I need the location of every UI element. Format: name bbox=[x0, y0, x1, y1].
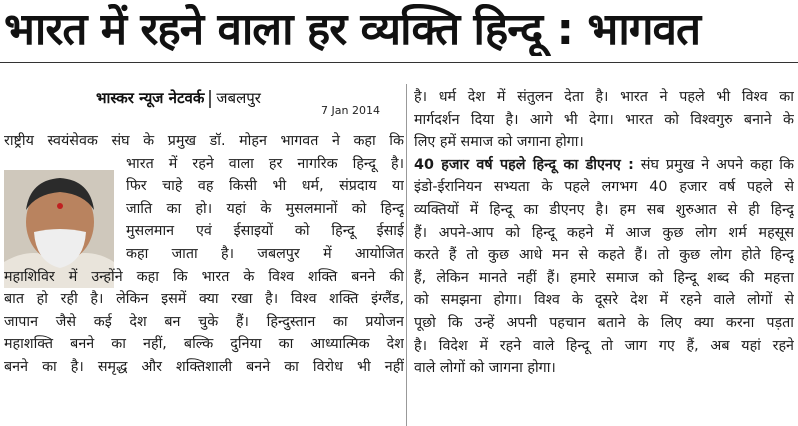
subhead-line bbox=[414, 154, 794, 177]
byline bbox=[96, 88, 261, 108]
right-line: है। धर्म देश में संतुलन देता है। भारत ने पहले भी विश्व का bbox=[414, 89, 794, 105]
left-line: बात हो रही है। लेकिन इसमें क्या रखा है। विश्व शक्ति इंग्लैंड, bbox=[4, 291, 404, 308]
right-line: करते हैं तो कुछ आधे मन से कहते हैं। तो कुछ लोग होते हिन्दू bbox=[414, 247, 794, 264]
left-line: महाशिविर में उन्होंने कहा कि भारत के विश्व शक्ति बनने की bbox=[4, 268, 404, 285]
byline-separator bbox=[209, 90, 211, 108]
subhead-bold: 40 हजार वर्ष पहले हिन्दू का डीएनए : bbox=[414, 156, 634, 173]
left-line: राष्ट्रीय स्वयंसेवक संघ के प्रमुख डॉ. मोहन भागवत ने कहा कि bbox=[4, 133, 404, 149]
left-line: बनने का है। समृद्ध और शक्तिशाली बनने का विरोध भी नहीं bbox=[4, 358, 404, 375]
headline-rule bbox=[0, 62, 798, 63]
right-line: मार्गदर्शन दिया है। आगे भी देगा। भारत को विश्वगुरु बनाने के bbox=[414, 111, 794, 128]
headline: भारत में रहने वाला हर व्यक्ति हिन्दू : भागवत bbox=[4, 4, 701, 55]
column-divider bbox=[406, 84, 407, 426]
right-line: व्यक्तियों में हिन्दू का डीएनए है। हम सब शुरुआत से ही हिन्दू bbox=[414, 201, 794, 218]
byline-source: भास्कर न्यूज नेटवर्क bbox=[96, 89, 205, 107]
right-line: है। विदेश में रहने वाले हिन्दू तो जाग गए हैं, अब यहां रहने bbox=[414, 337, 794, 354]
right-line: लिए हमें समाज को जगाना होगा। bbox=[414, 134, 584, 151]
right-line: पूछो कि उन्हें अपनी पहचान बताने के लिए क्या करना पड़ता bbox=[414, 314, 794, 331]
right-line: हैं, लेकिन मानते नहीं हैं। हमारे समाज को हिन्दू शब्द की महत्ता bbox=[414, 269, 794, 286]
byline-place: जबलपुर bbox=[216, 89, 261, 107]
left-line: महाशक्ति बनने का नहीं, बल्कि दुनिया का आध्यात्मिक देश bbox=[4, 336, 404, 353]
left-line: कहा जाता है। जबलपुर में आयोजित bbox=[126, 245, 404, 262]
left-line: मुसलमान एवं ईसाइयों को हिन्दू ईसाई bbox=[126, 223, 404, 240]
right-line: वाले लोगों को जागना होगा। bbox=[414, 360, 556, 377]
left-line: फिर चाहे वह किसी भी धर्म, संप्रदाय या bbox=[126, 178, 404, 195]
left-column bbox=[4, 130, 404, 379]
left-line: जाति का हो। यहां के मुसलमानों को हिन्दू bbox=[126, 200, 404, 217]
right-line: हैं। अपने-आप को हिन्दू कहने में आज कुछ लोग शर्म महसूस bbox=[414, 224, 794, 241]
byline-date: 7 Jan 2014 bbox=[321, 104, 380, 117]
right-line: इंडो-ईरानियन सभ्यता के पहले लगभग 40 हजार वर्ष पहले से bbox=[414, 179, 794, 196]
right-line: को समझना होगा। विश्व के दूसरे देश में रहने वाले लोगों से bbox=[414, 292, 794, 309]
left-line: जापान जैसे कई देश बन चुके हैं। हिन्दुस्तान का प्रयोजन bbox=[4, 313, 404, 330]
right-column bbox=[414, 86, 794, 380]
left-line: भारत में रहने वाला हर नागरिक हिन्दू है। bbox=[126, 155, 404, 172]
subhead-rest: संघ प्रमुख ने अपने कहा कि bbox=[633, 156, 794, 173]
